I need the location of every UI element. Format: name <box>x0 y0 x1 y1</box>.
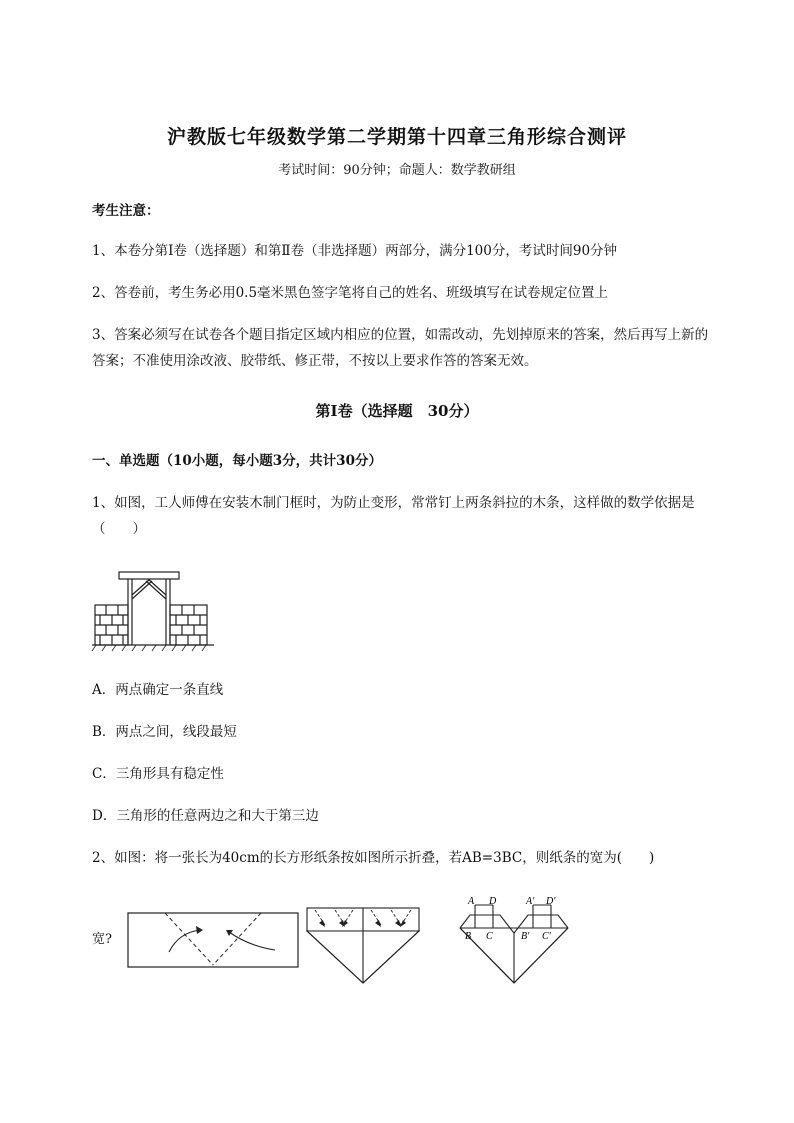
labeled-fold-figure <box>455 895 585 990</box>
option-d[interactable]: D．三角形的任意两边之和大于第三边 <box>92 808 319 824</box>
folded-strip-figure <box>305 905 425 985</box>
part-title: 一、单选题（10小题，每小题3分，共计30分） <box>92 453 382 469</box>
exam-info: 考试时间：90分钟；命题人：数学教研组 <box>278 163 516 178</box>
page-title: 沪教版七年级数学第二学期第十四章三角形综合测评 <box>166 126 627 148</box>
option-c[interactable]: C．三角形具有稳定性 <box>92 766 224 782</box>
width-label: 宽? <box>92 932 112 947</box>
question-1-stem: 1、如图，工人师傅在安装木制门框时，为防止变形，常常钉上两条斜拉的木条，这样做的数学依据是（ ） <box>92 495 695 537</box>
label-c: C <box>486 931 493 942</box>
label-a-prime: A′ <box>526 896 535 907</box>
label-d: D <box>489 896 497 907</box>
door-frame-figure <box>92 565 217 657</box>
option-b[interactable]: B．两点之间，线段最短 <box>92 724 237 740</box>
label-b: B <box>465 931 472 942</box>
notice-item: 2、答卷前，考生务必用0.5毫米黑色签字笔将自己的姓名、班级填写在试卷规定位置上 <box>92 285 609 301</box>
paper-strip-figure <box>125 910 300 970</box>
notice-heading: 考生注意： <box>92 203 160 219</box>
question-2-stem: 2、如图：将一张长为40cm的长方形纸条按如图所示折叠，若AB=3BC，则纸条的宽为( ) <box>92 850 655 866</box>
label-b-prime: B′ <box>521 931 530 942</box>
label-a: A <box>468 896 475 907</box>
notice-item: 3、答案必须写在试卷各个题目指定区域内相应的位置，如需改动，先划掉原来的答案，然后再写上新的答案；不准使用涂改液、胶带纸、修正带，不按以上要求作答的答案无效。 <box>92 327 709 369</box>
section-title: 第I卷（选择题 30分） <box>315 402 479 420</box>
notice-item: 1、本卷分第I卷（选择题）和第Ⅱ卷（非选择题）两部分，满分100分，考试时间90分钟 <box>92 243 618 259</box>
label-c-prime: C′ <box>542 931 551 942</box>
label-d-prime: D′ <box>546 896 556 907</box>
option-a[interactable]: A．两点确定一条直线 <box>92 682 224 698</box>
